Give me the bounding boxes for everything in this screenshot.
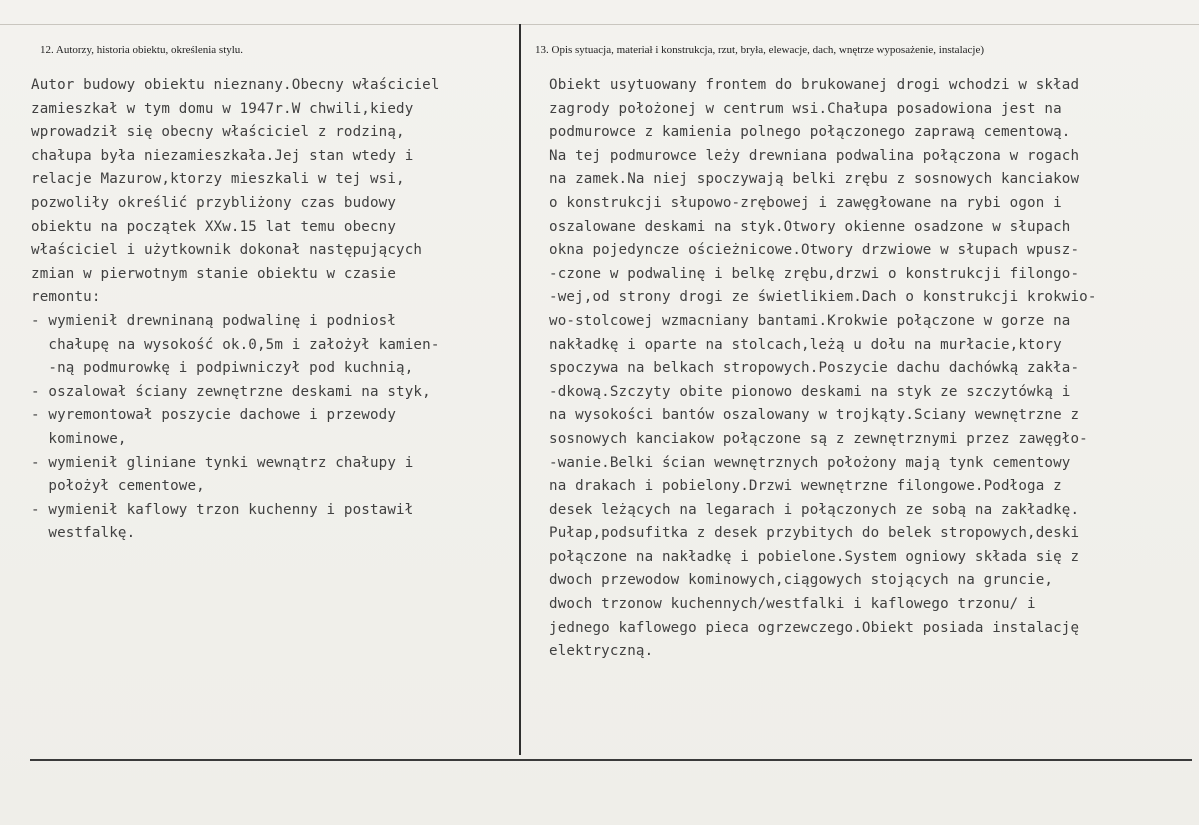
text-line: właściciel i użytkownik dokonał następujących xyxy=(31,242,423,259)
text-line: na zamek.Na niej spoczywają belki zrębu z sosnowych kanciakow xyxy=(549,171,1080,188)
text-line: jednego kaflowego pieca ogrzewczego.Obiekt posiada instalację xyxy=(549,619,1080,636)
text-line: wprowadził się obecny właściciel z rodziną, xyxy=(31,124,405,141)
text-line: chałupa była niezamieszkała.Jej stan wtedy i xyxy=(31,147,414,164)
text-line: relacje Mazurow,ktorzy mieszkali w tej wsi, xyxy=(31,171,405,188)
text-line: połączone na nakładkę i pobielone.System ogniowy składa się z xyxy=(549,548,1080,565)
text-line: westfalkę. xyxy=(31,525,136,542)
text-line: oszalowane deskami na styk.Otwory okienne osadzone w słupach xyxy=(549,218,1071,235)
text-line: - oszalował ściany zewnętrzne deskami na styk, xyxy=(31,383,431,400)
text-line: dwoch przewodow kominowych,ciągowych stojących na gruncie, xyxy=(549,572,1054,589)
text-line: okna pojedyncze ościeżnicowe.Otwory drzwiowe w słupach wpusz- xyxy=(549,242,1080,259)
text-line: Pułap,podsufitka z desek przybitych do belek stropowych,deski xyxy=(549,525,1080,542)
section-12-heading: 12. Autorzy, historia obiektu, określenia stylu. xyxy=(40,44,244,56)
section-13-text xyxy=(549,74,1197,664)
text-line: zmian w pierwotnym stanie obiektu w czasie xyxy=(31,265,397,282)
text-line: pozwoliły określić przybliżony czas budowy xyxy=(31,194,397,211)
text-line: dwoch trzonow kuchennych/westfalki i kaflowego trzonu/ i xyxy=(549,596,1036,613)
text-line: Autor budowy obiektu nieznany.Obecny właściciel xyxy=(31,77,440,93)
column-divider xyxy=(519,24,521,755)
text-line: wo-stolcowej wzmacniany bantami.Krokwie połączone w gorze na xyxy=(549,312,1071,329)
text-line: -dkową.Szczyty obite pionowo deskami na styk ze szczytówką i xyxy=(549,383,1071,400)
text-line: desek leżących na legarach i połączonych ze sobą na zakładkę. xyxy=(549,501,1080,518)
section-12-text xyxy=(31,74,519,546)
text-line: -wej,od strony drogi ze świetlikiem.Dach o konstrukcji krokwio- xyxy=(549,289,1097,306)
text-line: o konstrukcji słupowo-zrębowej i zawęgłowane na rybi ogon i xyxy=(549,194,1062,211)
text-line: -ną podmurowkę i podpiwniczył pod kuchnią, xyxy=(31,360,414,377)
text-line: podmurowce z kamienia polnego połączonego zaprawą cementową. xyxy=(549,124,1071,141)
text-line: remontu: xyxy=(31,289,101,306)
text-line: - wymienił drewninaną podwalinę i podniosł xyxy=(31,312,397,329)
text-line: kominowe, xyxy=(31,430,127,447)
text-line: zagrody położonej w centrum wsi.Chałupa posadowiona jest na xyxy=(549,100,1062,117)
text-line: -czone w podwalinę i belkę zrębu,drzwi o konstrukcji filongo- xyxy=(549,265,1080,282)
text-line: elektryczną. xyxy=(549,643,654,660)
text-line: zamieszkał w tym domu w 1947r.W chwili,kiedy xyxy=(31,100,414,117)
text-line: położył cementowe, xyxy=(31,478,205,495)
bottom-rule xyxy=(30,759,1192,761)
text-line: spoczywa na belkach stropowych.Poszycie dachu dachówką zakła- xyxy=(549,360,1080,377)
text-line: chałupę na wysokość ok.0,5m i założył kamien- xyxy=(31,336,440,353)
text-line: Na tej podmurowce leży drewniana podwalina połączona w rogach xyxy=(549,147,1080,164)
text-line: Obiekt usytuowany frontem do brukowanej drogi wchodzi w skład xyxy=(549,77,1080,93)
text-line: - wymienił gliniane tynki wewnątrz chałupy i xyxy=(31,454,414,471)
text-line: obiektu na początek XXw.15 lat temu obecny xyxy=(31,218,397,235)
text-line: - wymienił kaflowy trzon kuchenny i postawił xyxy=(31,501,414,518)
top-rule xyxy=(0,24,1199,25)
text-line: -wanie.Belki ścian wewnętrznych położony mają tynk cementowy xyxy=(549,454,1071,471)
section-13-heading: 13. Opis sytuacja, materiał i konstrukcja, rzut, bryła, elewacje, dach, wnętrze wyposażenie, instalacje) xyxy=(535,44,984,56)
text-line: na wysokości bantów oszalowany w trojkąty.Sciany wewnętrzne z xyxy=(549,407,1080,424)
text-line: - wyremontował poszycie dachowe i przewody xyxy=(31,407,397,424)
text-line: nakładkę i oparte na stolcach,leżą u dołu na murłacie,ktory xyxy=(549,336,1062,353)
text-line: sosnowych kanciakow połączone są z zewnętrznymi przez zawęgło- xyxy=(549,430,1088,447)
text-line: na drakach i pobielony.Drzwi wewnętrzne filongowe.Podłoga z xyxy=(549,478,1062,495)
